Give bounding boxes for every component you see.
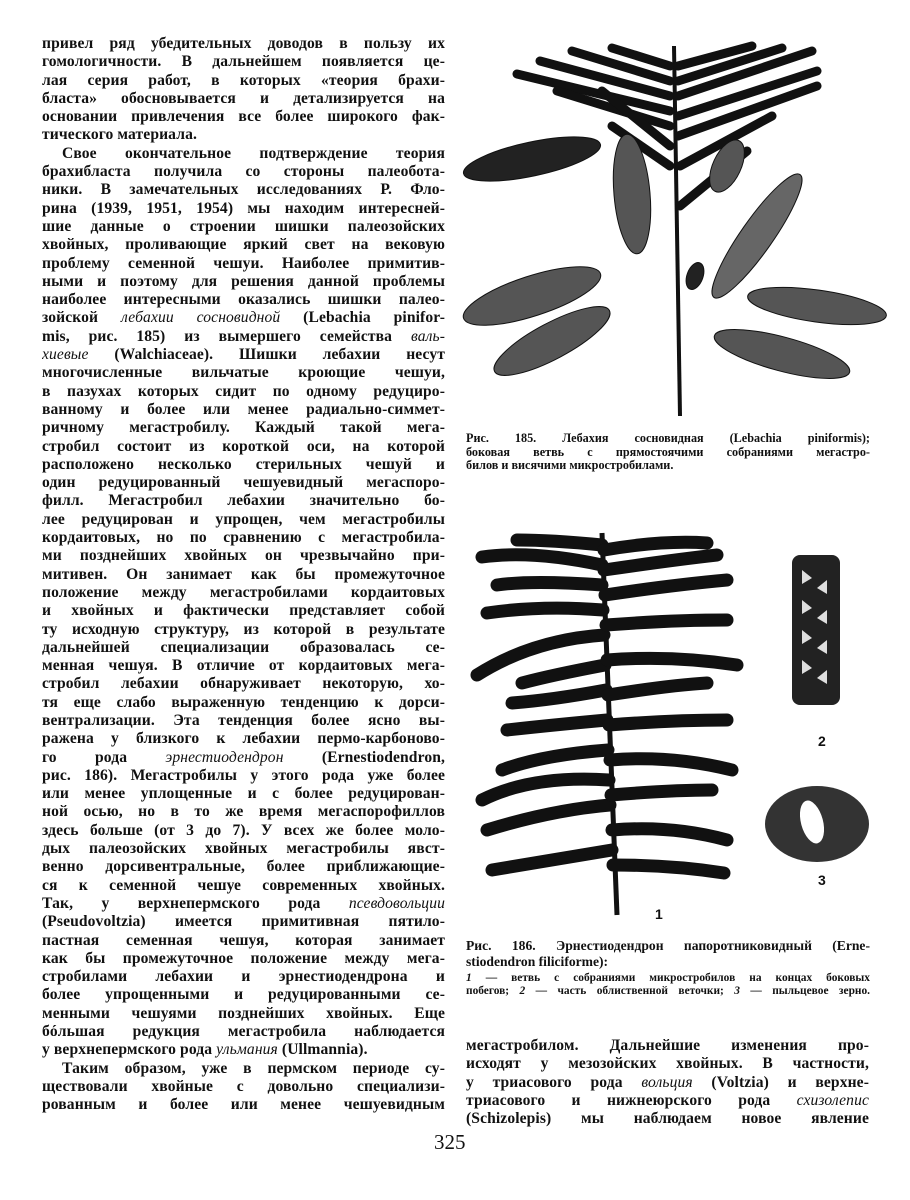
text-line: стробил лебахии обнаруживает некоторую, хо-: [42, 675, 445, 693]
text-line: дых палеозойских хвойных мегастробилы явст-: [42, 840, 445, 858]
text-line: брахибласта получила со стороны палеобота-: [42, 163, 445, 181]
left-text-column: [42, 35, 445, 1115]
text-line: триасового и нижнеюрского рода схизолепис: [466, 1091, 869, 1109]
text-line: ричному мегастробилу. Каждый такой мега-: [42, 419, 445, 437]
text-line: (Schizolepis) мы наблюдаем новое явление: [466, 1110, 869, 1128]
figure-186-legend: [466, 972, 870, 997]
text-line: Таким образом, уже в пермском периоде су-: [62, 1059, 445, 1077]
text-line: ники. В замечательных исследованиях Р. Фло-: [42, 181, 445, 199]
text-line: лая серия работ, в которых «теория брахи-: [42, 71, 445, 89]
figure-label-1: 1: [655, 906, 663, 922]
text-line: исходят у мезозойских хвойных. В частности,: [466, 1055, 869, 1073]
text-line: ту исходную структуру, из которой в результате: [42, 620, 445, 638]
text-line: или менее уплощенные и с более редуцирован-: [42, 785, 445, 803]
caption-line: боковая ветвь с прямостоячими собраниями мегастро-: [466, 444, 870, 459]
text-line: менная чешуя. В отличие от кордаитовых мега-: [42, 657, 445, 675]
text-line: Свое окончательное подтверждение теория: [62, 144, 445, 162]
page-number: 325: [434, 1130, 466, 1154]
text-line: расположено несколько стерильных чешуй и: [42, 455, 445, 473]
caption-line: Рис. 185. Лебахия сосновидная (Lebachia piniformis);: [466, 431, 870, 445]
text-line: зойской лебахии сосновидной (Lebachia pinifor-: [42, 309, 445, 327]
text-line: рованным и более или менее чешуевидным: [42, 1096, 445, 1114]
text-line: один редуцированный чешуевидный мегаспоро-: [42, 474, 445, 492]
text-line: положение между мегастробилами кордаитовых: [42, 583, 445, 601]
figure-186-caption-title: [466, 938, 870, 969]
right-text-column: [466, 1037, 869, 1128]
text-line: (Pseudovoltzia) имеется примитивная пятило-: [42, 913, 445, 931]
caption-line: Рис. 186. Эрнестиодендрон папоротниковидный (Erne-: [466, 938, 870, 953]
text-line: ражена у близкого к лебахии пермо-карбоново-: [42, 730, 445, 748]
figure-185-caption: [466, 432, 870, 473]
figure-label-2: 2: [818, 733, 826, 749]
text-line: наиболее интересными оказались шишки палео-: [42, 291, 445, 309]
text-line: венно дорсивентральные, более приближающие-: [42, 858, 445, 876]
text-line: ванному и более или менее радиально-симмет-: [42, 400, 445, 418]
text-line: мегастробилом. Дальнейшие изменения про-: [466, 1037, 869, 1054]
caption-line: билов и висячими микростробилами.: [466, 458, 674, 473]
text-line: стробил состоит из короткой оси, на которой: [42, 437, 445, 455]
text-line: стробилами лебахии и эрнестиодендрона и: [42, 968, 445, 986]
text-line: как бы промежуточное положение между мега-: [42, 949, 445, 967]
text-line: привел ряд убедительных доводов в пользу их: [42, 35, 445, 52]
text-line: шие данные о строении шишки палеозойских: [42, 217, 445, 235]
text-line: рина (1939, 1951, 1954) мы находим интересней-: [42, 199, 445, 217]
text-line: ными и поэтому для решения данной проблемы: [42, 272, 445, 290]
text-line: хвойных, проливающие яркий свет на вековую: [42, 236, 445, 254]
text-line: тического материала.: [42, 126, 197, 144]
figure-186-1-branch-illustration: [462, 525, 752, 920]
text-line: бласта» обосновывается и детализируется на: [42, 89, 445, 107]
text-line: в пазухах которых сидит по одному редуциро-: [42, 382, 445, 400]
text-line: у триасового рода вольция (Voltzia) и верхне-: [466, 1073, 869, 1091]
text-line: у верхнепермского рода ульмания (Ullmannia).: [42, 1041, 368, 1059]
text-line: пастная семенная чешуя, которая занимает: [42, 931, 445, 949]
text-line: тя еще слабо выраженную тенденцию к дорси-: [42, 693, 445, 711]
legend-line: побегов; 2 — часть облиственной веточки; 3 — пыльцевое зерно.: [466, 984, 871, 997]
text-line: более упрощенными и редуцированными се-: [42, 986, 445, 1004]
text-line: ной осью, но в то же время мегаспорофиллов: [42, 803, 445, 821]
figure-186-2-twig-illustration: [782, 550, 850, 710]
text-line: лее редуцирован и упрощен, чем мегастробилы: [42, 510, 445, 528]
text-line: и хвойных и фактически представляет собой: [42, 602, 445, 620]
text-line: многочисленные вильчатые кроющие чешуи,: [42, 364, 445, 382]
text-line: Так, у верхнепермского рода псевдовольции: [42, 894, 445, 912]
text-line: ми позднейших хвойных он чрезвычайно при-: [42, 547, 445, 565]
text-line: кордаитовых, но по сравнению с мегастробила-: [42, 529, 445, 547]
text-line: бóльшая редукция мегастробила наблюдается: [42, 1023, 445, 1041]
text-line: гомологичности. В дальнейшем появляется це-: [42, 53, 445, 71]
text-line: филл. Мегастробил лебахии значительно бо-: [42, 492, 445, 510]
text-line: здесь больше (от 3 до 7). У всех же более моло-: [42, 821, 445, 839]
text-line: го рода эрнестиодендрон (Ernestiodendron,: [42, 748, 445, 766]
caption-line: stiodendron filiciforme):: [466, 953, 609, 969]
legend-line: 1 — ветвь с собраниями микростробилов на концах боковых: [466, 972, 870, 984]
text-line: mis, рис. 185) из вымершего семейства валь-: [42, 327, 445, 345]
text-line: менными чешуями позднейших хвойных. Еще: [42, 1004, 445, 1022]
text-line: рис. 186). Мегастробилы у этого рода уже более: [42, 766, 445, 784]
text-line: основании привлечения все более широкого фак-: [42, 108, 445, 126]
figure-186-caption: [466, 938, 870, 997]
figure-186-3-pollen-grain-illustration: [762, 782, 872, 872]
text-line: хиевые (Walchiaceae). Шишки лебахии несут: [42, 346, 445, 364]
text-line: митивен. Он занимает как бы промежуточное: [42, 565, 445, 583]
text-line: проблему семенной чешуи. Наиболее примитив-: [42, 254, 445, 272]
text-line: ся к семенной чешуе современных хвойных.: [42, 876, 445, 894]
figure-label-3: 3: [818, 872, 826, 888]
text-line: ществовали хвойные с довольно специализи-: [42, 1077, 445, 1095]
text-line: дальнейшей специализации образовалась се-: [42, 638, 445, 656]
text-line: вентрализации. Эта тенденция более ясно вы-: [42, 711, 445, 729]
figure-185-lebachia-illustration: [462, 36, 902, 421]
